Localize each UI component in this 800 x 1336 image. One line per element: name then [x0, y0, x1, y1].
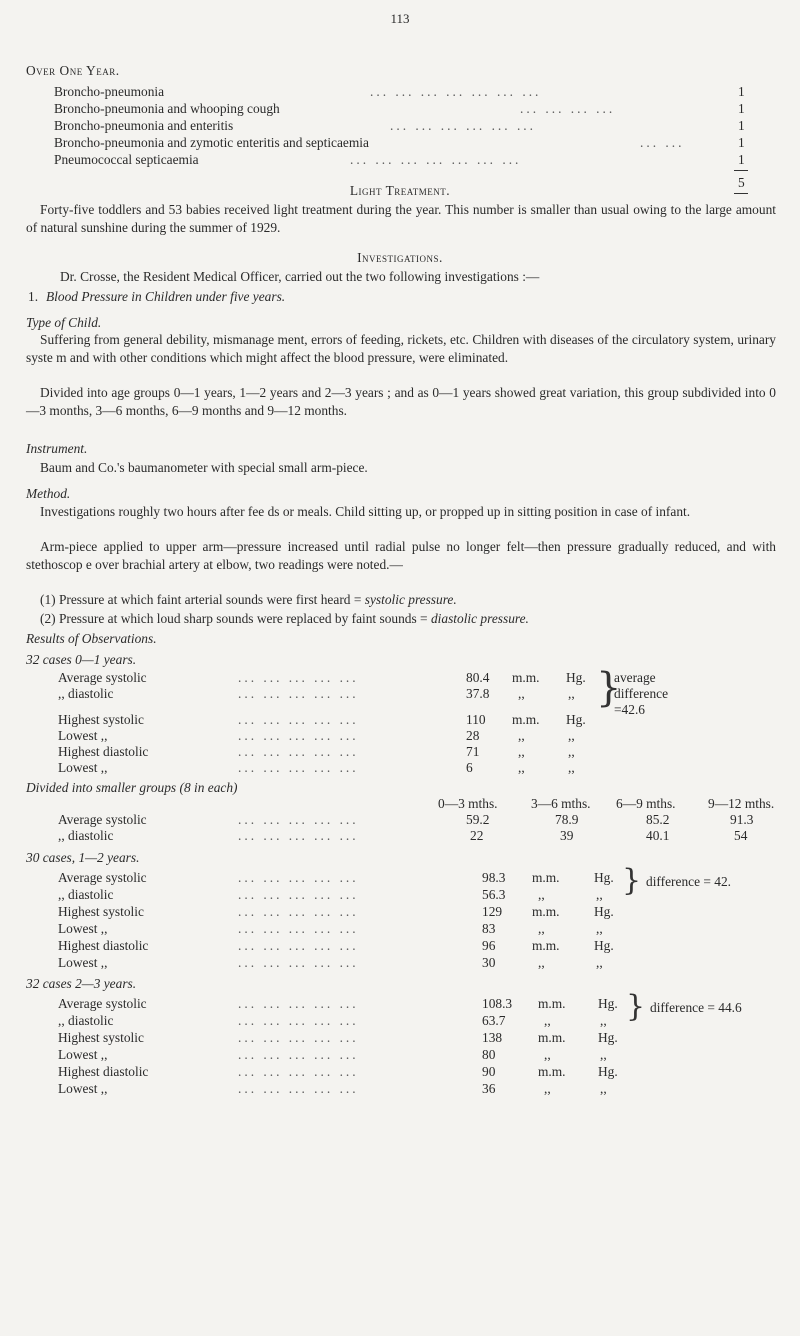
- stat-hg: ,,: [600, 1013, 607, 1028]
- group-heading: 32 cases 0—1 years.: [26, 652, 137, 667]
- leader-dots: ... ... ... ... ...: [238, 955, 359, 970]
- stat-value: 56.3: [482, 887, 506, 902]
- leader-dots: ... ... ... ... ...: [238, 744, 359, 759]
- leader-dots: ... ... ... ... ...: [238, 670, 359, 685]
- leader-dots: ... ... ... ... ...: [238, 904, 359, 919]
- subgroup-heading: Divided into smaller groups (8 in each): [26, 780, 238, 795]
- leader-dots: ... ... ... ... ...: [238, 921, 359, 936]
- stat-label: ,, diastolic: [58, 887, 114, 902]
- stat-hg: ,,: [568, 744, 575, 759]
- stat-label: Average systolic: [58, 996, 147, 1011]
- stat-unit: ,,: [518, 686, 525, 701]
- section-heading-investigations: Investigations.: [357, 250, 443, 265]
- stat-unit: m.m.: [532, 904, 560, 919]
- diastolic-term: diastolic pressure.: [430, 611, 529, 626]
- leader-dots: ... ... ... ... ...: [238, 887, 359, 902]
- leader-dots: ... ... ... ... ...: [238, 1013, 359, 1028]
- total-rule: [734, 170, 748, 171]
- subgroup-value: 78.9: [555, 812, 579, 827]
- stat-label: Average systolic: [58, 812, 147, 827]
- leader-dots: ... ... ... ... ...: [238, 828, 359, 843]
- cause-label: Broncho-pneumonia and zymotic enteritis and septicaemia: [54, 135, 369, 150]
- stat-value: 37.8: [466, 686, 490, 701]
- stat-label: Lowest ,,: [58, 728, 108, 743]
- cause-label: Broncho-pneumonia: [54, 84, 165, 99]
- stat-value: 36: [482, 1081, 496, 1096]
- subgroup-value: 39: [560, 828, 574, 843]
- stat-unit: ,,: [518, 744, 525, 759]
- cause-count: 1: [738, 152, 745, 167]
- subgroup-value: 91.3: [730, 812, 754, 827]
- method-paragraph-2: Arm-piece applied to upper arm—pressure increased until radial pulse no longer felt—then pressure gradually reduced, and with stethoscop e over brachial artery at elbow, two readings were noted.—: [26, 539, 776, 573]
- stat-label: ,, diastolic: [58, 1013, 114, 1028]
- type-paragraph-2: Divided into age groups 0—1 years, 1—2 years and 2—3 years ; and as 0—1 years showed great variation, this group subdivided into 0—3 months, 3—6 months, 6—9 months and 9—12 months.: [26, 385, 776, 419]
- leader-dots: ... ...: [640, 135, 685, 150]
- systolic-term: systolic pressure.: [364, 592, 457, 607]
- stat-label: Lowest ,,: [58, 1047, 108, 1062]
- stat-hg: ,,: [596, 921, 603, 936]
- leader-dots: ... ... ... ... ...: [238, 870, 359, 885]
- stat-unit: m.m.: [512, 670, 540, 685]
- page-number: 113: [390, 11, 410, 26]
- stat-unit: ,,: [544, 1013, 551, 1028]
- stat-unit: m.m.: [538, 996, 566, 1011]
- stat-hg: Hg.: [594, 938, 614, 953]
- stat-value: 83: [482, 921, 496, 936]
- cause-count: 1: [738, 84, 745, 99]
- leader-dots: ... ... ... ... ...: [238, 712, 359, 727]
- stat-label: Highest diastolic: [58, 744, 149, 759]
- investigations-intro: Dr. Crosse, the Resident Medical Officer, carried out the two following investigations :—: [60, 269, 540, 284]
- instrument-text: Baum and Co.'s baumanometer with special small arm-piece.: [40, 460, 368, 475]
- stat-unit: ,,: [518, 760, 525, 775]
- stat-unit: m.m.: [512, 712, 540, 727]
- stat-unit: ,,: [544, 1047, 551, 1062]
- group-heading: 32 cases 2—3 years.: [26, 976, 137, 991]
- stat-hg: ,,: [568, 760, 575, 775]
- stat-hg: Hg.: [598, 1030, 618, 1045]
- note-difference: difference = 42.: [646, 874, 732, 889]
- stat-label: Highest systolic: [58, 712, 144, 727]
- stat-label: ,, diastolic: [58, 686, 114, 701]
- stat-label: Highest systolic: [58, 904, 144, 919]
- method-step-2: [40, 610, 529, 628]
- cause-count: 1: [738, 135, 745, 150]
- stat-hg: ,,: [568, 686, 575, 701]
- type-paragraph-1: Suffering from general debility, mismanage ment, errors of feeding, rickets, etc. Children with diseases of the circulatory system, urinary syste m and with other conditions which might affect the blood pressure, were eliminated.: [26, 332, 776, 366]
- column-header: 9—12 mths.: [708, 796, 775, 811]
- brace-icon: }: [626, 989, 646, 1024]
- leader-dots: ... ... ... ... ...: [238, 728, 359, 743]
- stat-label: Highest systolic: [58, 1030, 144, 1045]
- stat-value: 80: [482, 1047, 496, 1062]
- note-difference: difference: [614, 686, 669, 701]
- stat-value: 30: [482, 955, 496, 970]
- note-difference: difference = 44.6: [650, 1000, 742, 1015]
- stat-value: 63.7: [482, 1013, 506, 1028]
- cause-label: Pneumococcal septicaemia: [54, 152, 199, 167]
- stat-value: 98.3: [482, 870, 506, 885]
- stat-value: 108.3: [482, 996, 513, 1011]
- stat-hg: Hg.: [598, 1064, 618, 1079]
- stat-hg: Hg.: [566, 670, 586, 685]
- stat-unit: ,,: [538, 887, 545, 902]
- leader-dots: ... ... ... ... ...: [238, 812, 359, 827]
- stat-unit: m.m.: [532, 870, 560, 885]
- stat-label: Average systolic: [58, 670, 147, 685]
- stat-label: Lowest ,,: [58, 955, 108, 970]
- stat-hg: Hg.: [594, 870, 614, 885]
- leader-dots: ... ... ... ... ...: [238, 1047, 359, 1062]
- stat-unit: m.m.: [532, 938, 560, 953]
- leader-dots: ... ... ... ... ...: [238, 760, 359, 775]
- column-header: 0—3 mths.: [438, 796, 498, 811]
- stat-hg: ,,: [596, 955, 603, 970]
- light-treatment-text: Forty-five toddlers and 53 babies received light treatment during the year. This number is smaller than usual owing to the large amount of natural sunshine during the summer of 1929.: [26, 202, 776, 236]
- cause-label: Broncho-pneumonia and enteritis: [54, 118, 234, 133]
- stat-unit: ,,: [544, 1081, 551, 1096]
- leader-dots: ... ... ... ...: [520, 101, 616, 116]
- stat-label: Lowest ,,: [58, 760, 108, 775]
- stat-value: 71: [466, 744, 480, 759]
- stat-value: 28: [466, 728, 480, 743]
- instrument-heading: Instrument.: [26, 441, 88, 456]
- method-step-1: [40, 591, 457, 609]
- group-heading: 30 cases, 1—2 years.: [26, 850, 140, 865]
- stat-label: Highest diastolic: [58, 1064, 149, 1079]
- column-header: 6—9 mths.: [616, 796, 676, 811]
- note-value: =42.6: [614, 702, 645, 717]
- stat-label: Lowest ,,: [58, 921, 108, 936]
- stat-hg: Hg.: [566, 712, 586, 727]
- method-paragraph-1: Investigations roughly two hours after fee ds or meals. Child sitting up, or propped up in sitting position in case of infant.: [40, 504, 691, 519]
- item-title: Blood Pressure in Children under five years.: [46, 289, 286, 304]
- type-heading: Type of Child.: [26, 315, 102, 330]
- column-header: 3—6 mths.: [531, 796, 591, 811]
- stat-value: 96: [482, 938, 496, 953]
- stat-unit: ,,: [538, 921, 545, 936]
- stat-hg: ,,: [596, 887, 603, 902]
- stat-label: Highest diastolic: [58, 938, 149, 953]
- section-heading-over-one-year: Over One Year.: [26, 63, 120, 78]
- stat-hg: Hg.: [598, 996, 618, 1011]
- stat-unit: ,,: [538, 955, 545, 970]
- stat-label: ,, diastolic: [58, 828, 114, 843]
- subgroup-value: 85.2: [646, 812, 670, 827]
- method-heading: Method.: [26, 486, 71, 501]
- stat-label: Lowest ,,: [58, 1081, 108, 1096]
- stat-value: 6: [466, 760, 473, 775]
- leader-dots: ... ... ... ... ... ...: [390, 118, 536, 133]
- brace-icon: }: [622, 863, 642, 898]
- leader-dots: ... ... ... ... ...: [238, 686, 359, 701]
- stat-hg: Hg.: [594, 904, 614, 919]
- leader-dots: ... ... ... ... ...: [238, 1030, 359, 1045]
- section-heading-light-treatment: Light Treatment.: [349, 183, 451, 198]
- leader-dots: ... ... ... ... ... ... ...: [350, 152, 522, 167]
- leader-dots: ... ... ... ... ... ... ...: [370, 84, 542, 99]
- stat-label: Average systolic: [58, 870, 147, 885]
- results-heading: Results of Observations.: [26, 631, 157, 646]
- method-step-2-text: (2) Pressure at which loud sharp sounds were replaced by faint sounds =: [40, 611, 431, 626]
- leader-dots: ... ... ... ... ...: [238, 938, 359, 953]
- stat-hg: ,,: [568, 728, 575, 743]
- stat-hg: ,,: [600, 1047, 607, 1062]
- subgroup-value: 40.1: [646, 828, 670, 843]
- subgroup-value: 54: [734, 828, 748, 843]
- stat-hg: ,,: [600, 1081, 607, 1096]
- method-step-1-text: (1) Pressure at which faint arterial sounds were first heard =: [40, 592, 365, 607]
- brace-icon: }: [596, 665, 622, 711]
- stat-unit: ,,: [518, 728, 525, 743]
- subgroup-value: 59.2: [466, 812, 490, 827]
- stat-unit: m.m.: [538, 1030, 566, 1045]
- note-average: average: [614, 670, 656, 685]
- stat-value: 80.4: [466, 670, 490, 685]
- stat-value: 90: [482, 1064, 496, 1079]
- leader-dots: ... ... ... ... ...: [238, 996, 359, 1011]
- leader-dots: ... ... ... ... ...: [238, 1081, 359, 1096]
- cause-label: Broncho-pneumonia and whooping cough: [54, 101, 280, 116]
- stat-value: 129: [482, 904, 503, 919]
- stat-value: 138: [482, 1030, 503, 1045]
- stat-unit: m.m.: [538, 1064, 566, 1079]
- cause-total: 5: [738, 175, 745, 190]
- cause-count: 1: [738, 118, 745, 133]
- subgroup-value: 22: [470, 828, 484, 843]
- cause-count: 1: [738, 101, 745, 116]
- stat-value: 110: [466, 712, 486, 727]
- item-number: 1.: [28, 289, 39, 304]
- leader-dots: ... ... ... ... ...: [238, 1064, 359, 1079]
